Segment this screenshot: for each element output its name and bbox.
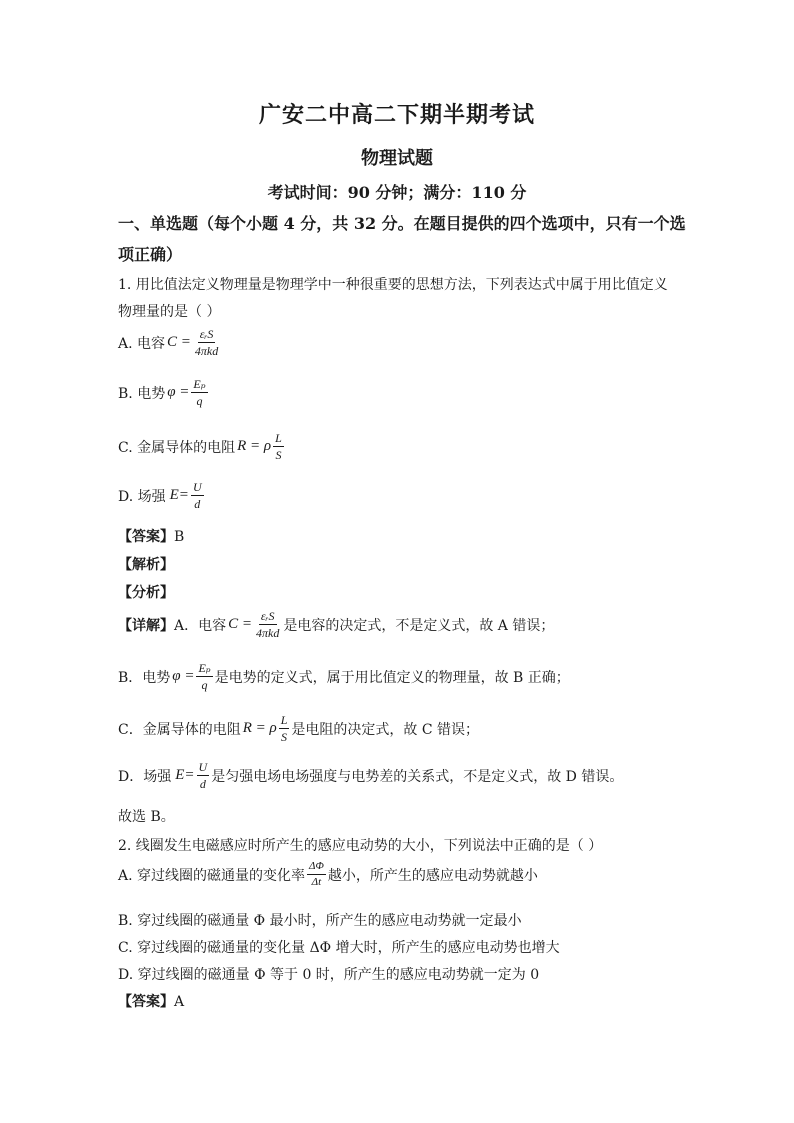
q2-option-a-suffix: 越小，所产生的感应电动势就越小 xyxy=(327,867,538,884)
q1-conclusion: 故选 B。 xyxy=(118,809,175,825)
exam-info: 考试时间：90 分钟；满分：110 分 xyxy=(267,183,527,202)
q1-detail-c xyxy=(118,714,479,743)
capacitance-numerator: εᵣS xyxy=(199,327,214,341)
detail-d-prefix: D．场强 xyxy=(118,768,172,785)
answer-tag: 【答案】 xyxy=(118,529,174,545)
q1-fenxi-tag: 【分析】 xyxy=(118,585,174,601)
q1-option-a xyxy=(118,328,222,357)
detail-tag: 【详解】 xyxy=(118,617,174,634)
q1-stem: 1. 用比值法定义物理量是物理学中一种很重要的思想方法，下列表达式中属于用比值定义 xyxy=(118,277,668,293)
answer-value: B xyxy=(174,529,185,545)
detail-c-fraction xyxy=(279,714,290,743)
resistance-fraction xyxy=(273,432,284,461)
field-lhs: E= xyxy=(169,487,189,503)
detail-c-numerator: L xyxy=(280,713,288,727)
resistance-numerator: L xyxy=(275,431,282,445)
q1-option-c xyxy=(118,432,286,461)
exam-title: 广安二中高二下期半期考试 xyxy=(258,102,535,128)
q2-answer-tag: 【答案】 xyxy=(118,994,174,1010)
q1-answer xyxy=(118,526,184,546)
detail-d-fraction xyxy=(197,761,210,790)
detail-b-suffix: 是电势的定义式，属于用比值定义的物理量，故 B 正确； xyxy=(214,669,570,686)
field-denominator: d xyxy=(194,497,201,511)
q2-stem: 2. 线圈发生电磁感应时所产生的感应电动势的大小，下列说法中正确的是（ ） xyxy=(118,838,603,854)
flux-rate-fraction xyxy=(307,861,326,888)
q2-answer-value: A xyxy=(174,994,185,1010)
q2-option-a-prefix: A. 穿过线圈的磁通量的变化率 xyxy=(118,867,306,884)
option-d-label: D. 场强 xyxy=(118,488,166,505)
flux-rate-denominator: Δt xyxy=(311,876,322,888)
option-a-label: A. 电容 xyxy=(118,335,166,352)
section-heading: 一、单选题（每个小题 4 分，共 32 分。在题目提供的四个选项中，只有一个选 xyxy=(118,214,686,233)
option-c-label: C. 金属导体的电阻 xyxy=(118,439,236,456)
capacitance-fraction xyxy=(193,328,220,357)
detail-c-lhs: R = ρ xyxy=(242,720,277,736)
capacitance-denominator: 4πkd xyxy=(194,344,219,358)
q1-detail-b xyxy=(118,662,570,691)
section-heading-cont: 项正确） xyxy=(118,245,183,264)
detail-d-numerator: U xyxy=(198,760,208,774)
detail-a-numerator: εᵣS xyxy=(260,609,275,623)
detail-d-suffix: 是匀强电场电场强度与电势差的关系式，不是定义式，故 D 错误。 xyxy=(211,768,624,785)
field-fraction xyxy=(191,481,204,510)
detail-b-numerator: Eₚ xyxy=(198,661,211,675)
q1-detail-d xyxy=(118,761,623,790)
detail-c-suffix: 是电阻的决定式，故 C 错误； xyxy=(291,721,480,738)
potential-lhs: φ = xyxy=(167,384,190,400)
q2-option-c: C. 穿过线圈的磁通量的变化量 ΔΦ 增大时，所产生的感应电动势也增大 xyxy=(118,940,560,956)
q2-option-b: B. 穿过线圈的磁通量 Φ 最小时，所产生的感应电动势就一定最小 xyxy=(118,913,522,929)
detail-c-prefix: C．金属导体的电阻 xyxy=(118,721,241,738)
q1-stem-cont: 物理量的是（ ） xyxy=(118,304,221,320)
resistance-lhs: R = ρ xyxy=(237,438,272,454)
detail-a-lhs: C = xyxy=(228,616,253,632)
capacitance-lhs: C = xyxy=(167,334,191,350)
potential-numerator: Eₚ xyxy=(193,377,206,391)
detail-b-lhs: φ = xyxy=(172,668,195,684)
potential-denominator: q xyxy=(196,394,203,408)
field-numerator: U xyxy=(192,480,202,494)
flux-rate-numerator: ΔΦ xyxy=(307,861,326,875)
detail-a-suffix: 是电容的决定式，不是定义式，故 A 错误； xyxy=(283,617,555,634)
detail-b-prefix: B．电势 xyxy=(118,669,171,686)
q2-option-d: D. 穿过线圈的磁通量 Φ 等于 0 时，所产生的感应电动势就一定为 0 xyxy=(118,967,540,983)
q2-option-a xyxy=(118,861,538,888)
resistance-denominator: S xyxy=(275,448,282,462)
q1-analysis-tag: 【解析】 xyxy=(118,557,174,573)
q1-detail-a xyxy=(118,610,554,639)
detail-b-fraction xyxy=(196,662,212,691)
potential-fraction xyxy=(191,378,207,407)
option-b-label: B. 电势 xyxy=(118,385,166,402)
detail-d-denominator: d xyxy=(199,777,206,791)
detail-a-denominator: 4πkd xyxy=(256,626,280,640)
q2-answer xyxy=(118,991,184,1011)
detail-c-denominator: S xyxy=(281,730,288,744)
subject-title: 物理试题 xyxy=(361,148,433,169)
q1-option-b xyxy=(118,378,210,407)
detail-a-prefix: A．电容 xyxy=(174,617,227,634)
detail-b-denominator: q xyxy=(201,678,208,692)
detail-d-lhs: E= xyxy=(175,767,195,783)
detail-a-fraction xyxy=(254,610,281,639)
q1-option-d xyxy=(118,481,206,510)
